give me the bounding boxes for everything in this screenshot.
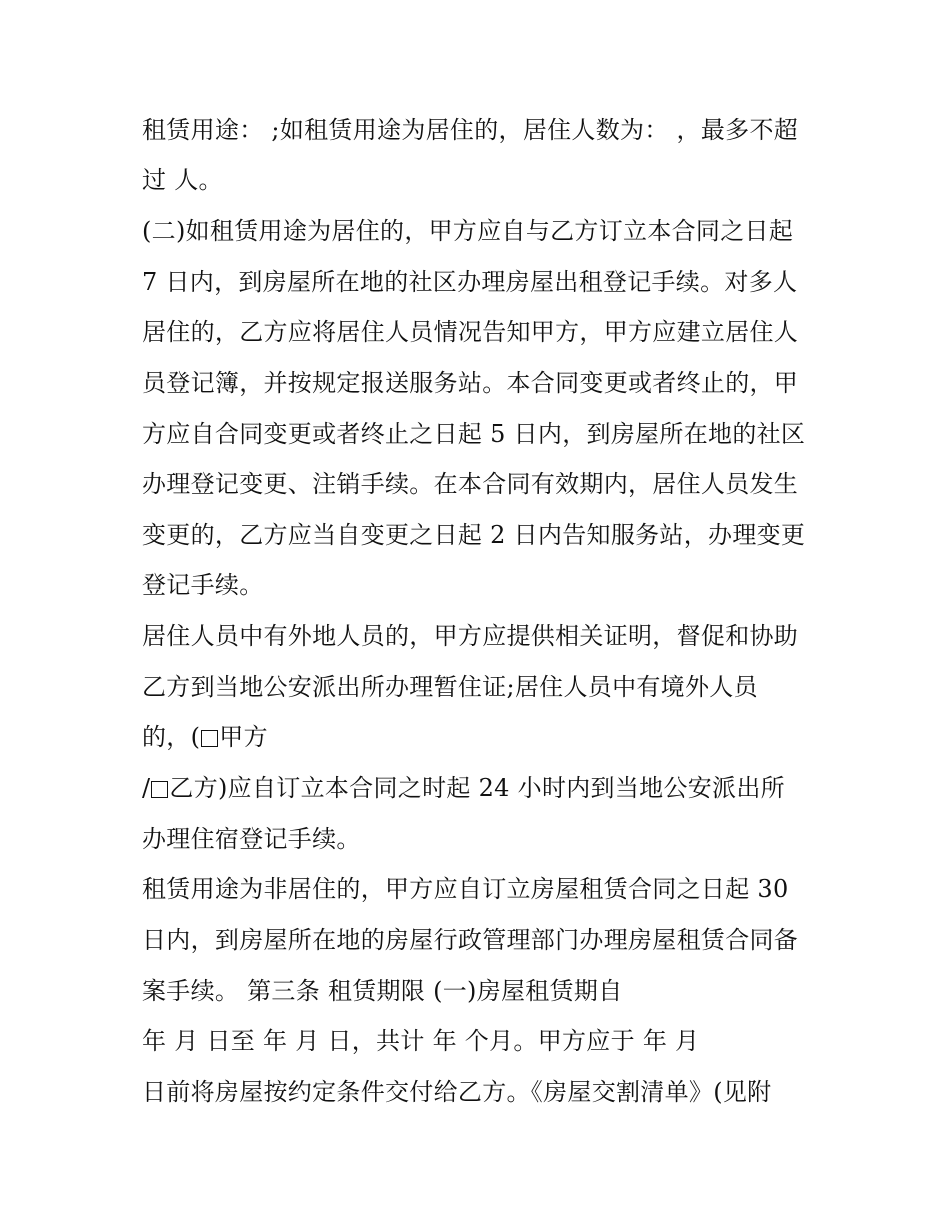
text-line-3: (二)如租赁用途为居住的，甲方应自与乙方订立本合同之日起 xyxy=(142,217,794,245)
text-line-16: 案手续。 第三条 租赁期限 (一)房屋租赁期自 xyxy=(142,977,623,1005)
text-line-12: 乙方到当地公安派出所办理暂住证;居住人员中有境外人员 xyxy=(142,673,758,701)
party-a-checkbox[interactable] xyxy=(201,730,218,747)
party-a-label: 甲方 xyxy=(219,723,268,751)
checkbox-line-2-prefix: / xyxy=(142,774,151,802)
text-line-18: 日前将房屋按约定条件交付给乙方。《房屋交割清单》(见附 xyxy=(142,1078,772,1106)
text-line-5: 居住的，乙方应将居住人员情况告知甲方，甲方应建立居住人 xyxy=(142,318,799,346)
text-line-6: 员登记簿，并按规定报送服务站。本合同变更或者终止的，甲 xyxy=(142,369,799,397)
text-line-9: 变更的，乙方应当自变更之日起 2 日内告知服务站，办理变更 xyxy=(142,521,806,549)
checkbox-line-2 xyxy=(142,773,785,803)
checkbox-line-1-prefix: 的，( xyxy=(142,723,201,751)
text-line-17: 年 月 日至 年 月 日，共计 年 个月。甲方应于 年 月 xyxy=(142,1027,700,1055)
checkbox-line-1 xyxy=(142,722,268,752)
text-line-11: 居住人员中有外地人员的，甲方应提供相关证明，督促和协助 xyxy=(142,622,799,650)
party-b-label: 乙方 xyxy=(169,774,218,802)
party-b-checkbox[interactable] xyxy=(151,781,168,798)
text-line-2: 过 人。 xyxy=(142,166,223,194)
checkbox-line-2-suffix: )应自订立本合同之时起 24 小时内到当地公安派出所 xyxy=(218,774,785,802)
text-line-13: 办理住宿登记手续。 xyxy=(142,825,361,853)
text-line-4: 7 日内，到房屋所在地的社区办理房屋出租登记手续。对多人 xyxy=(142,268,798,296)
text-line-7: 方应自合同变更或者终止之日起 5 日内，到房屋所在地的社区 xyxy=(142,420,806,448)
text-line-14: 租赁用途为非居住的，甲方应自订立房屋租赁合同之日起 30 xyxy=(142,875,789,903)
text-line-15: 日内，到房屋所在地的房屋行政管理部门办理房屋租赁合同备 xyxy=(142,926,799,954)
text-line-8: 办理登记变更、注销手续。在本合同有效期内，居住人员发生 xyxy=(142,470,799,498)
text-line-10: 登记手续。 xyxy=(142,571,264,599)
text-line-1: 租赁用途： ;如租赁用途为居住的，居住人数为： ，最多不超 xyxy=(142,116,799,144)
